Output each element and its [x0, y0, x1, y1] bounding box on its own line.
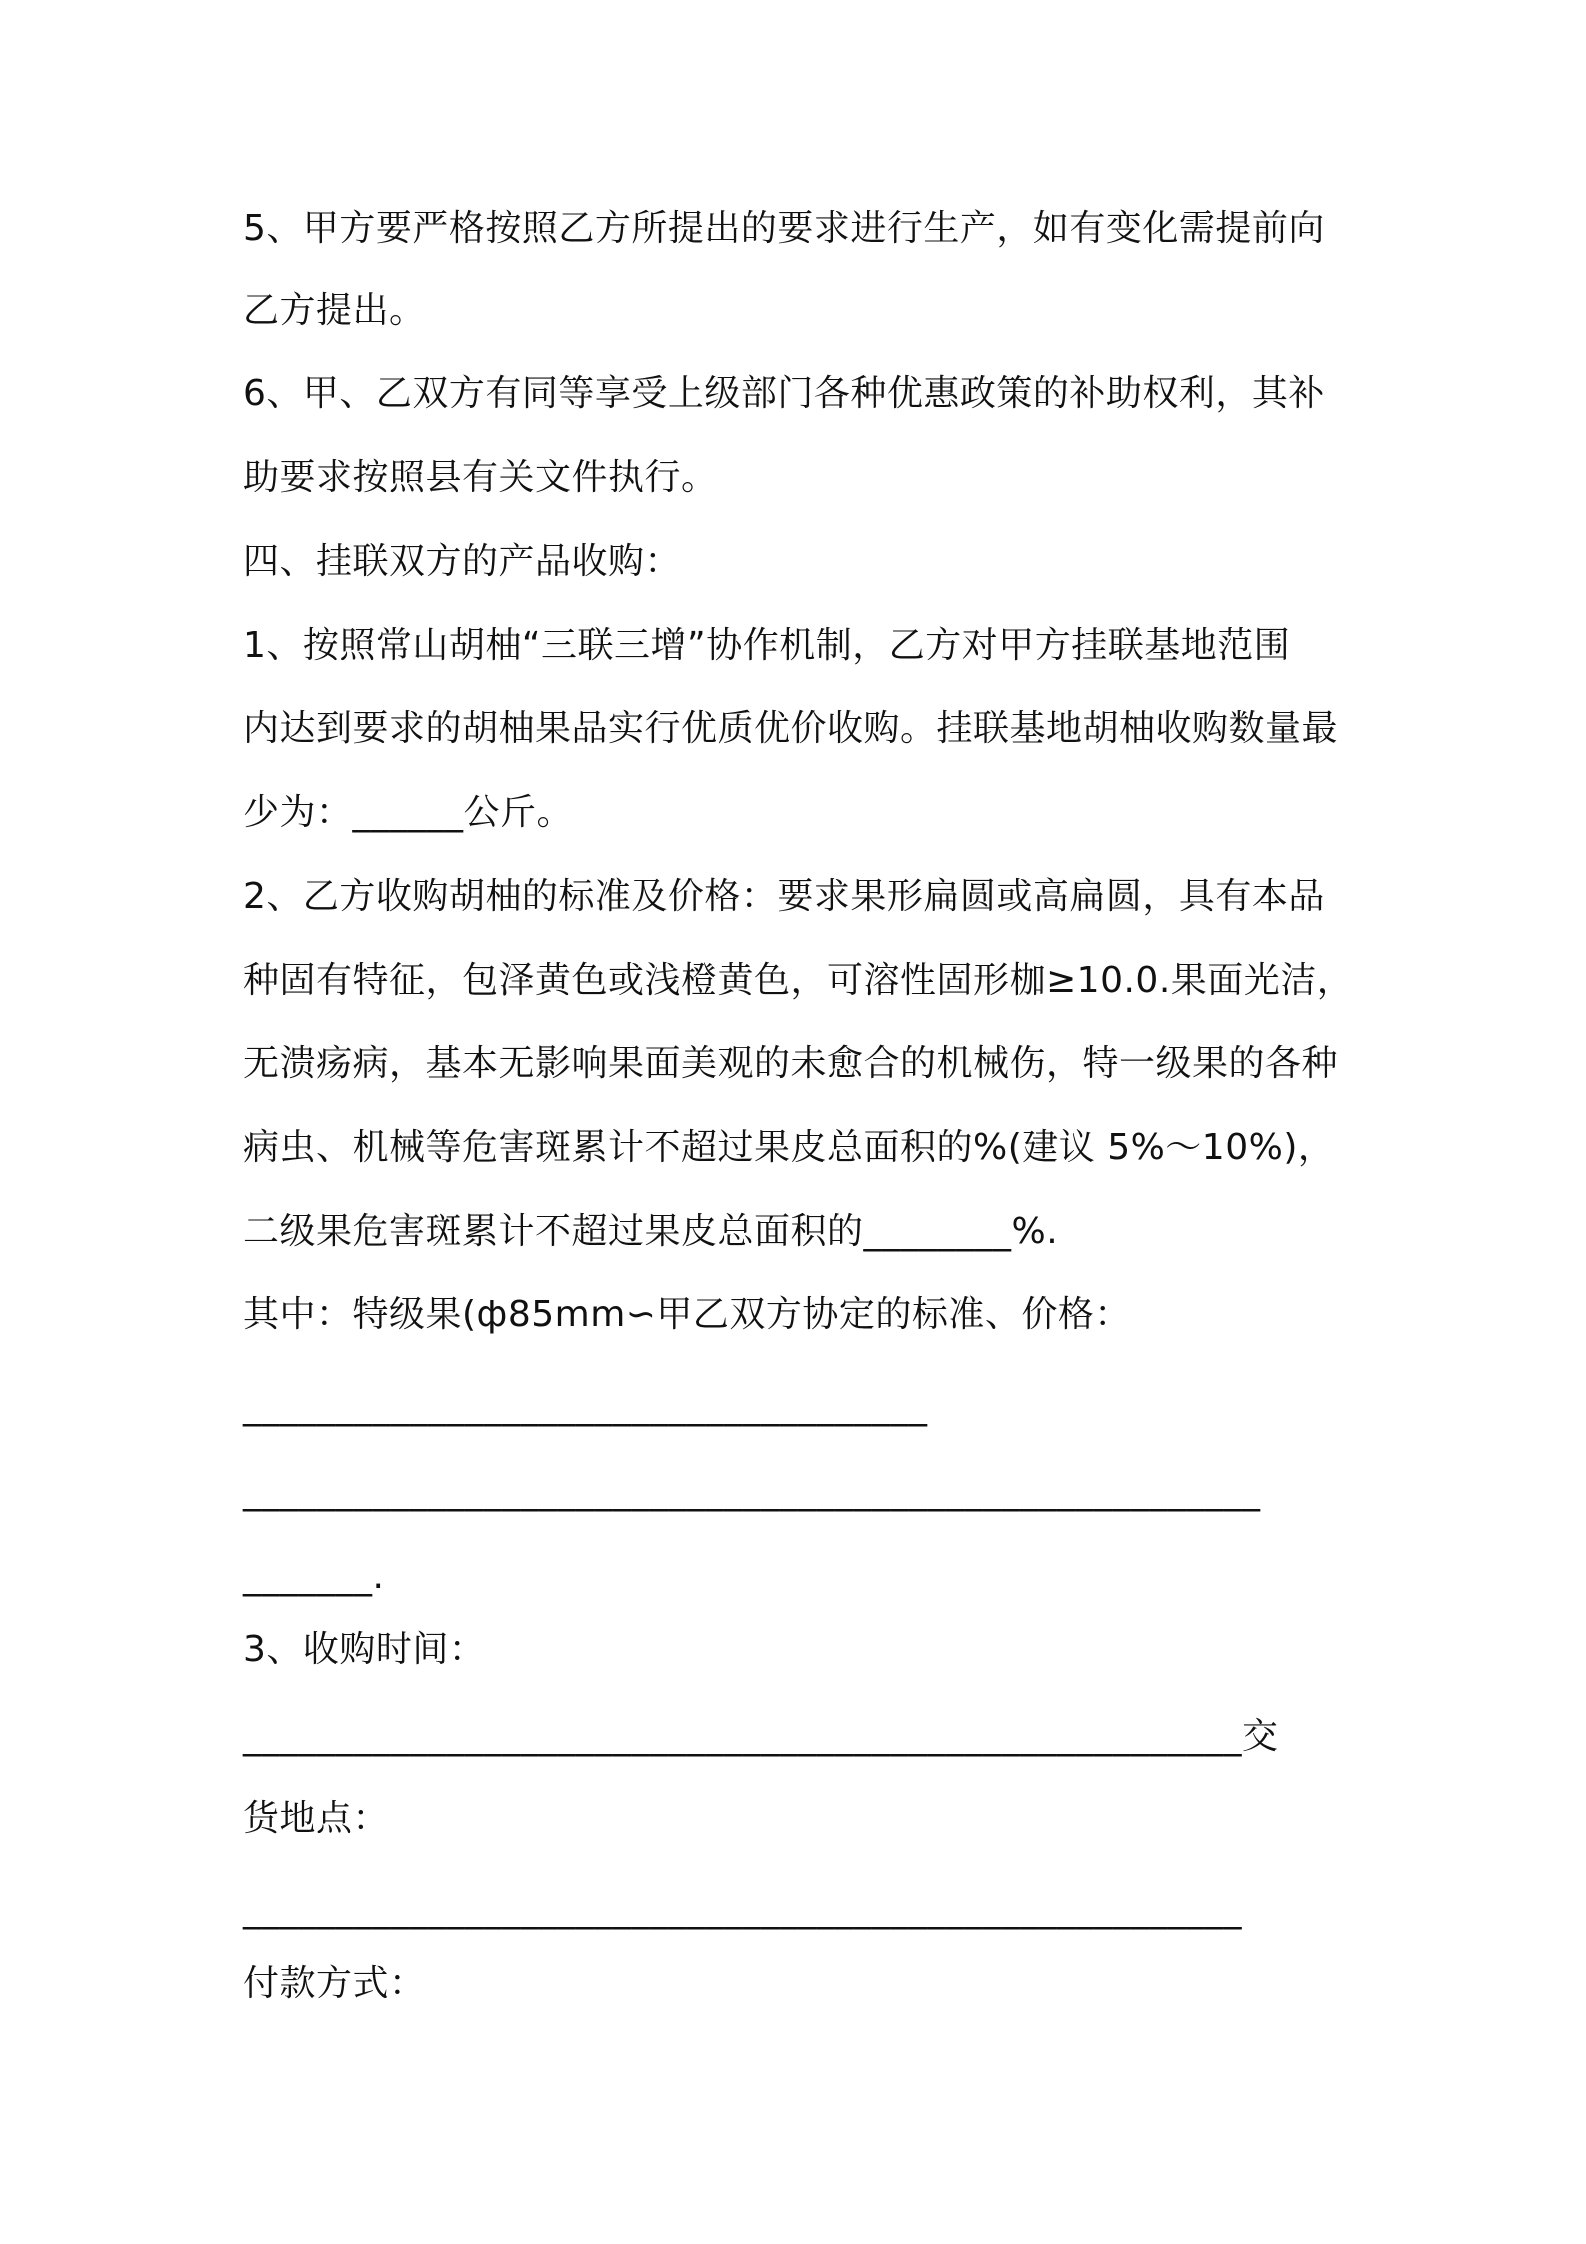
- text-line: 无溃疡病，基本无影响果面美观的未愈合的机械伤，特一级果的各种: [243, 1043, 1339, 1084]
- text-line: 其中：特级果(ф85mm∽甲乙双方协定的标准、价格：: [243, 1294, 1131, 1335]
- blank-fill-line: _____________________________________: [243, 1386, 928, 1427]
- text-line: 2、乙方收购胡柚的标准及价格：要求果形扁圆或高扁圆，具有本品: [243, 876, 1325, 917]
- text-line: 6、甲、乙双方有同等享受上级部门各种优惠政策的补助权利，其补: [243, 373, 1325, 414]
- text-line: 病虫、机械等危害斑累计不超过果皮总面积的%(建议 5%～10%)，: [243, 1127, 1335, 1168]
- text-line: 3、收购时间：: [243, 1629, 486, 1670]
- text-line: 内达到要求的胡柚果品实行优质优价收购。挂联基地胡柚收购数量最: [243, 708, 1339, 749]
- text-line: 货地点：: [243, 1798, 390, 1839]
- blank-fill-line: ______________________________________________________: [243, 1889, 1242, 1930]
- blank-fill-line: ______________________________________________________交: [243, 1716, 1279, 1757]
- blank-fill-line: _______.: [243, 1556, 385, 1597]
- text-line: 1、按照常山胡柚“三联三增”协作机制，乙方对甲方挂联基地范围: [243, 625, 1291, 666]
- text-line: 种固有特征，包泽黄色或浅橙黄色，可溶性固形枷≥10.0.果面光洁，: [243, 960, 1354, 1001]
- section-heading: 四、挂联双方的产品收购：: [243, 541, 682, 582]
- text-line: 少为：______公斤。: [243, 792, 574, 833]
- text-line: 二级果危害斑累计不超过果皮总面积的________%.: [243, 1211, 1059, 1252]
- text-line: 5、甲方要严格按照乙方所提出的要求进行生产，如有变化需提前向: [243, 208, 1325, 249]
- text-line: 付款方式：: [243, 1963, 426, 2004]
- text-line: 助要求按照县有关文件执行。: [243, 457, 718, 498]
- blank-fill-line: _______________________________________________________: [243, 1471, 1261, 1512]
- text-line: 乙方提出。: [243, 290, 426, 331]
